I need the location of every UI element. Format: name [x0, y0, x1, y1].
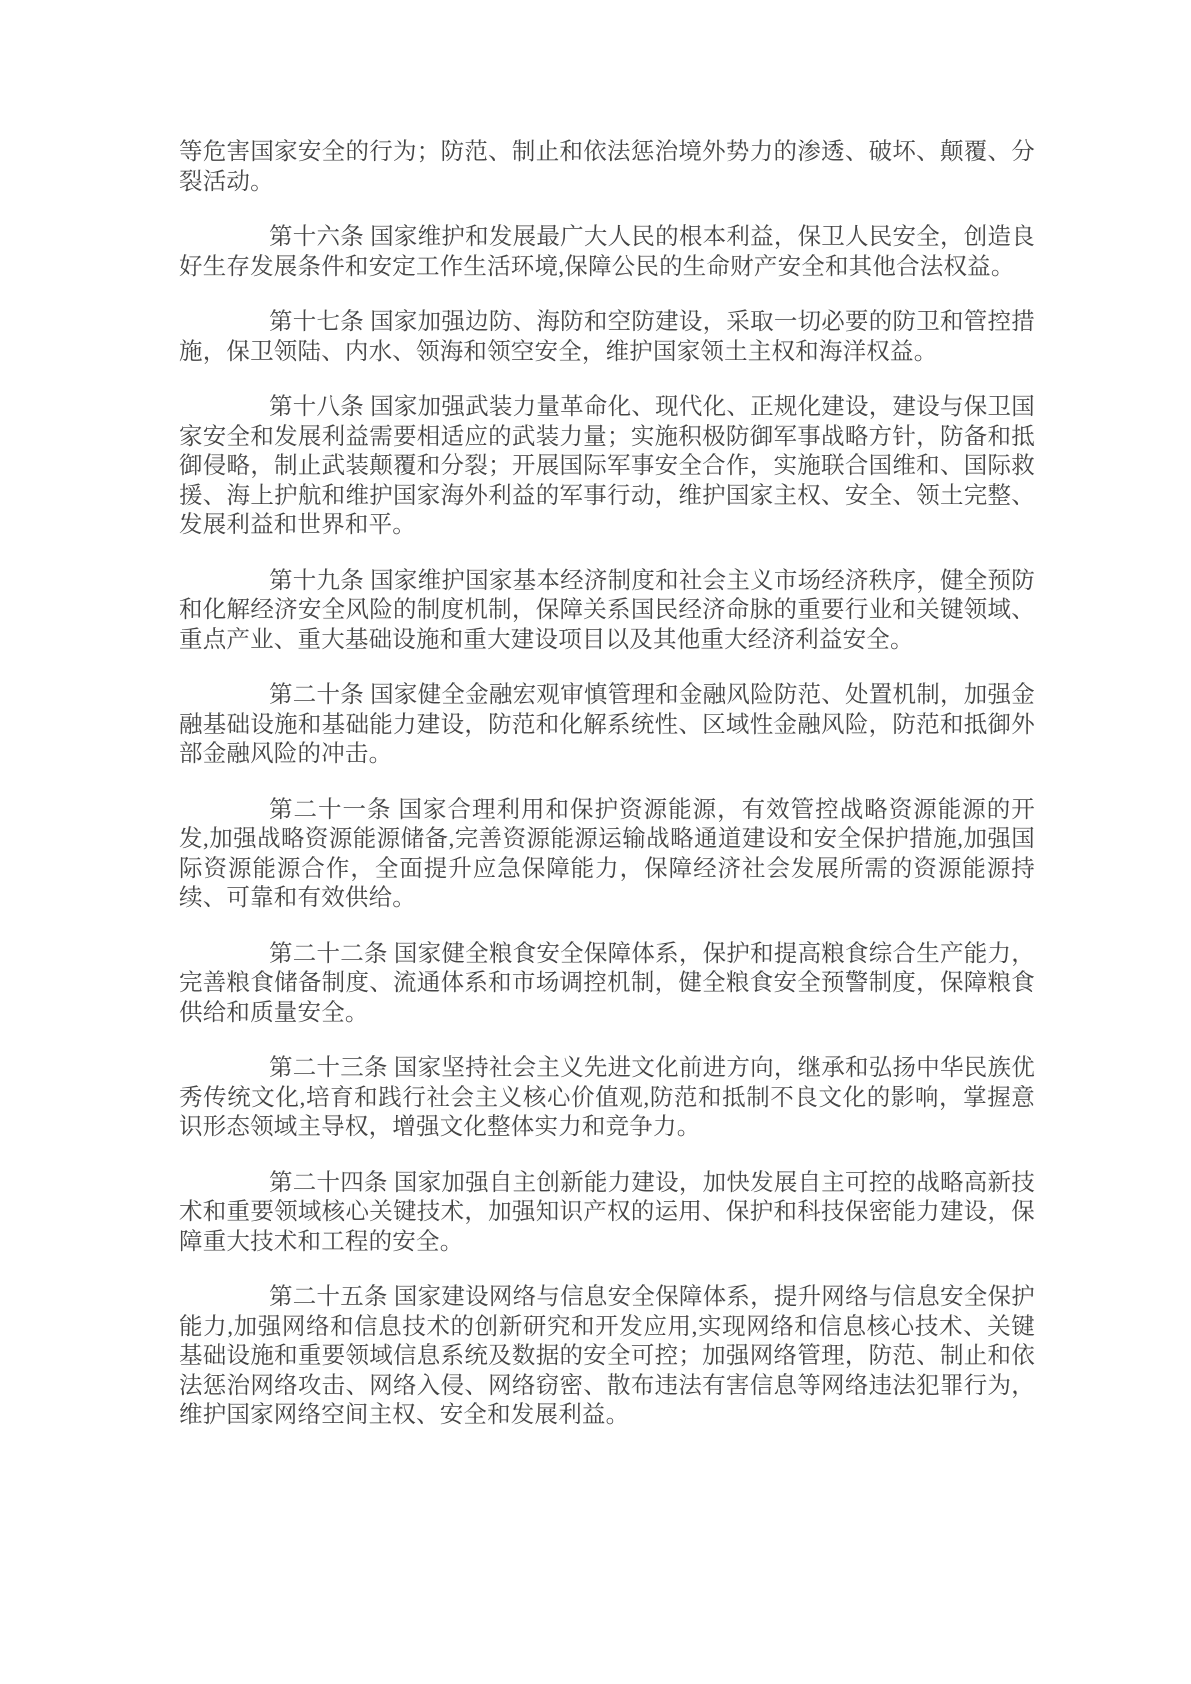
paragraph-continuation: 等危害国家安全的行为；防范、制止和依法惩治境外势力的渗透、破坏、颠覆、分裂活动。 [179, 139, 1035, 195]
article-23: 第二十三条 国家坚持社会主义先进文化前进方向，继承和弘扬中华民族优秀传统文化,培育和践行社会主义核心价值观,防范和抵制不良文化的影响，掌握意识形态领域主导权，增强文化整体实力和竞争力。 [179, 1055, 1035, 1140]
document-body [179, 138, 1035, 1431]
article-19: 第十九条 国家维护国家基本经济制度和社会主义市场经济秩序，健全预防和化解经济安全风险的制度机制，保障关系国民经济命脉的重要行业和关键领域、重点产业、重大基础设施和重大建设项目以及其他重大经济利益安全。 [179, 567, 1035, 653]
article-24: 第二十四条 国家加强自主创新能力建设，加快发展自主可控的战略高新技术和重要领域核心关键技术，加强知识产权的运用、保护和科技保密能力建设，保障重大技术和工程的安全。 [179, 1169, 1035, 1255]
article-18: 第十八条 国家加强武装力量革命化、现代化、正规化建设，建设与保卫国家安全和发展利益需要相适应的武装力量；实施积极防御军事战略方针，防备和抵御侵略，制止武装颠覆和分裂；开展国际军事安全合作，实施联合国维和、国际救援、海上护航和维护国家海外利益的军事行动，维护国家主权、安全、领土完整、发展利益和世界和平。 [179, 394, 1035, 538]
article-25: 第二十五条 国家建设网络与信息安全保障体系，提升网络与信息安全保护能力,加强网络和信息技术的创新研究和开发应用,实现网络和信息核心技术、关键基础设施和重要领域信息系统及数据的安全可控；加强网络管理，防范、制止和依法惩治网络攻击、网络入侵、网络窃密、散布违法有害信息等网络违法犯罪行为，维护国家网络空间主权、安全和发展利益。 [179, 1284, 1035, 1428]
article-20: 第二十条 国家健全金融宏观审慎管理和金融风险防范、处置机制，加强金融基础设施和基础能力建设，防范和化解系统性、区域性金融风险，防范和抵御外部金融风险的冲击。 [179, 682, 1035, 767]
article-16: 第十六条 国家维护和发展最广大人民的根本利益，保卫人民安全，创造良好生存发展条件和安定工作生活环境,保障公民的生命财产安全和其他合法权益。 [179, 224, 1035, 280]
article-22: 第二十二条 国家健全粮食安全保障体系，保护和提高粮食综合生产能力，完善粮食储备制度、流通体系和市场调控机制，健全粮食安全预警制度，保障粮食供给和质量安全。 [179, 940, 1035, 1026]
article-21: 第二十一条 国家合理利用和保护资源能源，有效管控战略资源能源的开发,加强战略资源能源储备,完善资源能源运输战略通道建设和安全保护措施,加强国际资源能源合作，全面提升应急保障能力，保障经济社会发展所需的资源能源持续、可靠和有效供给。 [179, 796, 1035, 911]
article-17: 第十七条 国家加强边防、海防和空防建设，采取一切必要的防卫和管控措施，保卫领陆、内水、领海和领空安全，维护国家领土主权和海洋权益。 [179, 309, 1035, 365]
